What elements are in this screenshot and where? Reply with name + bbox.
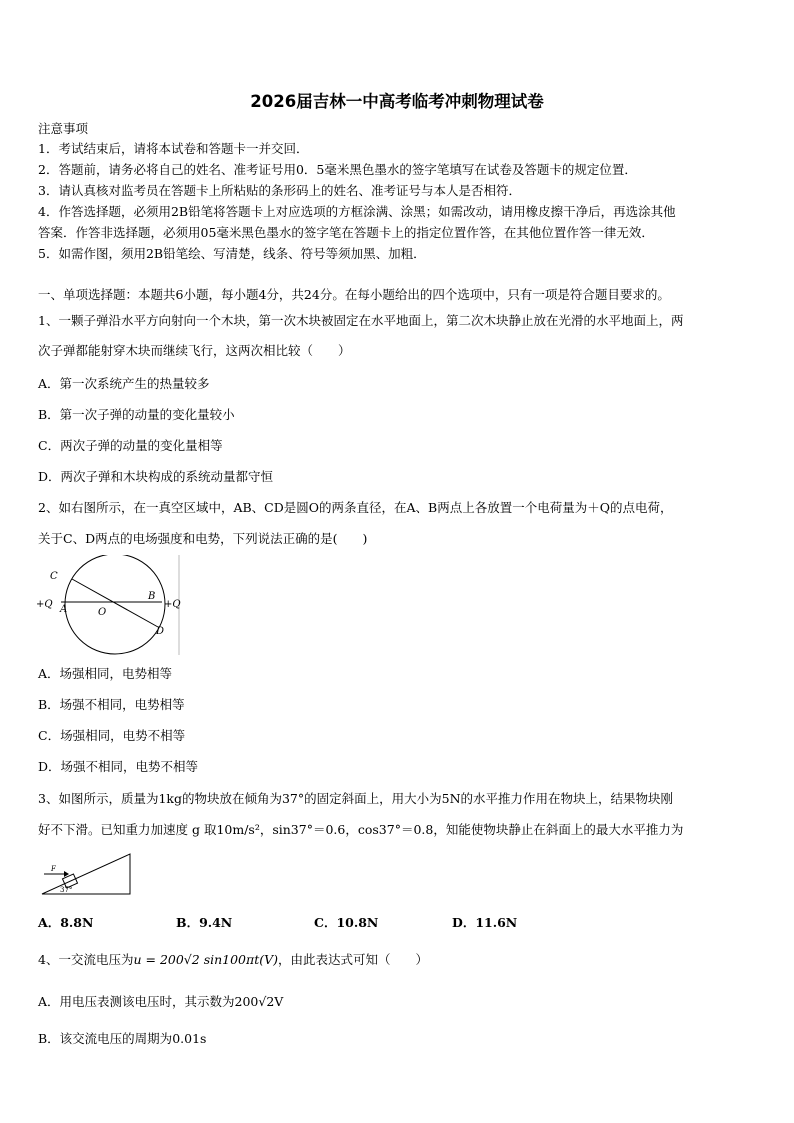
q1-option: A．第一次系统产生的热量较多 <box>38 376 210 391</box>
q4-option-b <box>38 1031 206 1047</box>
q4-suffix: ，由此表达式可知（ ） <box>278 952 429 967</box>
q2-option: A．场强相同，电势相等 <box>38 666 173 681</box>
q4-prefix: 4、一交流电压为 <box>38 952 134 967</box>
q1-stem: 1、一颗子弹沿水平方向射向一个木块，第一次木块被固定在水平地面上，第二次木块静止放在光滑的水平地面上，两 <box>38 313 684 328</box>
page-title: 2026届吉林一中高考临考冲刺物理试卷 <box>250 92 544 111</box>
q4-stem <box>38 952 428 968</box>
q4-option-a-text: A．用电压表测该电压时，其示数为 <box>38 994 235 1009</box>
label-plus-q-left: +Q <box>36 599 53 610</box>
q3-stem: 3、如图所示，质量为1kg的物块放在倾角为37°的固定斜面上，用大小为5N的水平推力作用在物块上，结果物块刚 <box>38 791 674 806</box>
q3-option: B．9.4N <box>176 915 233 930</box>
q2-option: B．场强不相同，电势相等 <box>38 697 185 712</box>
q1-stem: 次子弹都能射穿木块而继续飞行，这两次相比较（ ） <box>38 343 351 358</box>
notice-heading: 注意事项 <box>38 121 89 136</box>
q3-option: D．11.6N <box>452 915 518 930</box>
q4-option-b-formula: 0.01s <box>172 1031 207 1046</box>
q2-stem: 关于C、D两点的电场强度和电势，下列说法正确的是( ) <box>38 531 368 546</box>
label-plus-q-right: +Q <box>164 599 181 610</box>
label-f: F <box>51 865 56 873</box>
q2-option: D．场强不相同，电势不相等 <box>38 759 199 774</box>
notice-item: 5．如需作图，须用2B铅笔绘、写清楚，线条、符号等须加黑、加粗． <box>38 246 426 261</box>
q4-formula: u = 200√2 sin100πt(V) <box>133 952 279 967</box>
q4-option-a-formula: 200√2V <box>234 994 284 1009</box>
section-heading: 一、单项选择题：本题共6小题，每小题4分，共24分。在每小题给出的四个选项中，只有一项是符合题目要求的。 <box>38 287 670 302</box>
label-a: A <box>60 604 68 615</box>
label-b: B <box>148 591 156 602</box>
q3-option: A．8.8N <box>38 915 94 930</box>
label-angle: 37° <box>60 886 73 894</box>
notice-item: 2．答题前，请务必将自己的姓名、准考证号用0．5毫米黑色墨水的签字笔填写在试卷及答题卡的规定位置． <box>38 162 637 177</box>
circle-o <box>65 555 165 654</box>
label-c: C <box>50 571 58 582</box>
notice-item: 1．考试结束后，请将本试卷和答题卡一并交回． <box>38 141 309 156</box>
q1-option: C．两次子弹的动量的变化量相等 <box>38 438 223 453</box>
circle-diagram <box>36 555 186 655</box>
q4-option-b-text: B．该交流电压的周期为 <box>38 1031 173 1046</box>
notice-item: 3．请认真核对监考员在答题卡上所粘贴的条形码上的姓名、准考证号与本人是否相符． <box>38 183 521 198</box>
notice-item: 答案．作答非选择题，必须用05毫米黑色墨水的签字笔在答题卡上的指定位置作答，在其他位置作答一律无效． <box>38 225 654 240</box>
q2-option: C．场强相同，电势不相等 <box>38 728 186 743</box>
incline-diagram <box>40 852 132 896</box>
q3-option: C．10.8N <box>314 915 379 930</box>
q4-option-a <box>38 994 283 1010</box>
label-d: D <box>156 626 165 637</box>
q3-stem: 好不下滑。已知重力加速度 g 取10m/s²，sin37°＝0.6，cos37°＝0.8，知能使物块静止在斜面上的最大水平推力为 <box>38 822 684 837</box>
q1-option: B．第一次子弹的动量的变化量较小 <box>38 407 235 422</box>
label-o: O <box>98 607 107 618</box>
notice-item: 4．作答选择题，必须用2B铅笔将答题卡上对应选项的方框涂满、涂黑；如需改动，请用橡皮擦干净后，再选涂其他 <box>38 204 676 219</box>
q2-stem: 2、如右图所示，在一真空区域中，AB、CD是圆O的两条直径，在A、B两点上各放置一个电荷量为＋Q的点电荷， <box>38 500 673 515</box>
diameter-cd <box>72 579 158 627</box>
q1-option: D．两次子弹和木块构成的系统动量都守恒 <box>38 469 274 484</box>
